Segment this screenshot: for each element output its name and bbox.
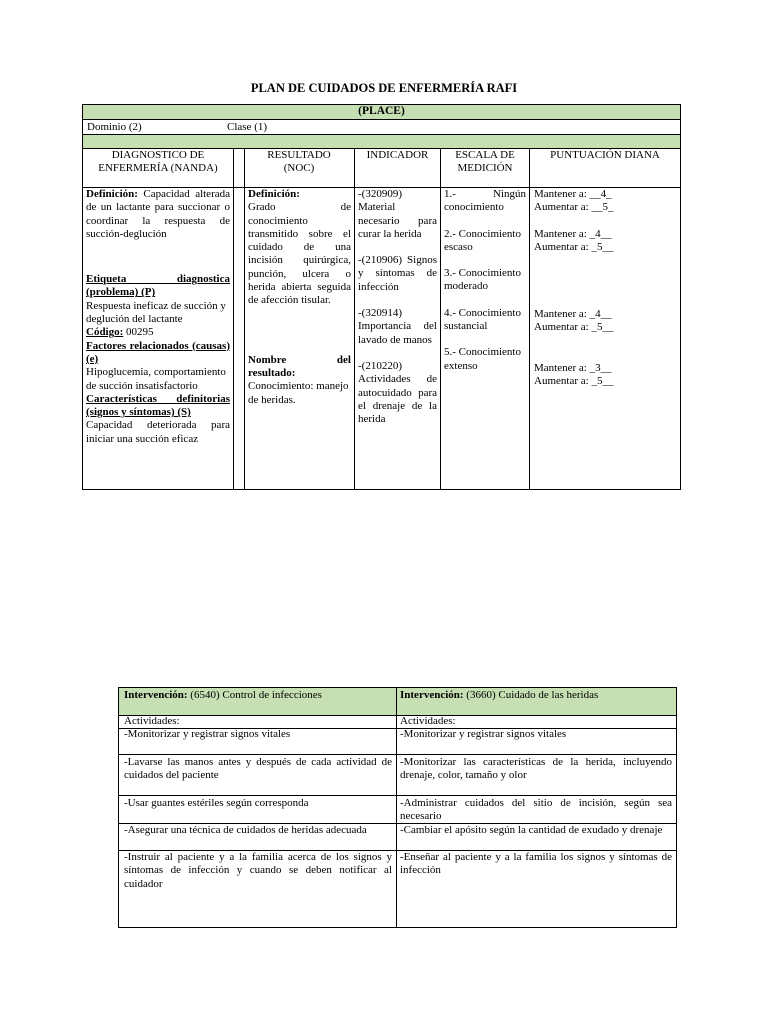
- header-escala: ESCALA DE MEDICIÓN: [455, 149, 515, 175]
- resultado-cell: [245, 187, 354, 408]
- resultado-definicion-text: Grado de conocimiento transmitido sobre el cuidado de una incisión quirúrgica, punción, ulcera o herida abierta seguida de afección tisular.: [248, 201, 351, 307]
- actividad-left: -Lavarse las manos antes y después de cada actividad de cuidados del paciente: [124, 756, 392, 782]
- escala-item: 1.- Ningún conocimiento: [444, 188, 526, 214]
- puntuacion-group: Mantener a: __4_ Aumentar a: __5_: [534, 188, 614, 214]
- puntuacion-group: Mantener a: _4__ Aumentar a: _5__: [534, 308, 614, 334]
- dominio-row: [83, 119, 680, 134]
- indicador-item: -(210906) Signos y síntomas de infección: [358, 254, 437, 293]
- etiqueta-text: Respuesta ineficaz de succión y deglución del lactante: [86, 299, 226, 326]
- actividad-left: -Usar guantes estériles según corresponda: [124, 797, 309, 809]
- escala-item: 2.- Conocimiento escaso: [444, 227, 521, 253]
- indicador-item: -(210220) Actividades de autocuidado para el drenaje de la herida: [358, 359, 437, 426]
- actividad-right: -Monitorizar y registrar signos vitales: [400, 728, 567, 740]
- actividades-label-left: Actividades:: [124, 715, 180, 727]
- col-divider: [529, 148, 530, 489]
- escala-cell: [441, 187, 529, 374]
- header-puntuacion: PUNTUACIÓN DIANA: [550, 149, 660, 161]
- nombre-resultado-text: Conocimiento: manejo de heridas.: [248, 380, 349, 406]
- escala-item: 5.- Conocimiento extenso: [444, 346, 521, 372]
- diagnostico-cell: [83, 187, 233, 447]
- row-divider: [119, 795, 676, 796]
- puntuacion-group: Mantener a: _4__ Aumentar a: _5__: [534, 228, 614, 254]
- header-resultado: RESULTADO (NOC): [267, 149, 331, 175]
- codigo: Código: 00295: [86, 326, 154, 339]
- resultado-definicion-label: Definición:: [248, 188, 300, 200]
- indicador-item: -(320914) Importancia del lavado de manos: [358, 307, 437, 346]
- interventions-table: [118, 687, 677, 928]
- col-divider: [396, 688, 397, 927]
- header-indicador: INDICADOR: [366, 149, 429, 161]
- clase-label: Clase (1): [227, 121, 268, 133]
- header-diagnostico: DIAGNOSTICO DE ENFERMERÍA (NANDA): [98, 149, 218, 175]
- place-row: (PLACE): [83, 105, 680, 119]
- actividad-right: -Enseñar al paciente y a la familia los signos y síntomas de infección: [400, 851, 672, 877]
- document-title: PLAN DE CUIDADOS DE ENFERMERÍA RAFI: [250, 81, 518, 95]
- diagnostico-definicion: Definición: Capacidad alterada de un lactante para succionar o coordinar la respuesta de succión-deglución: [86, 188, 230, 240]
- puntuacion-group: Mantener a: _3__ Aumentar a: _5__: [534, 362, 614, 388]
- dominio-label: Dominio (2): [87, 121, 142, 133]
- indicador-item: -(320909) Material necesario para curar la herida: [358, 188, 437, 240]
- factores-text: Hipoglucemia, comportamiento de succión insatisfactorio: [86, 366, 226, 392]
- nombre-resultado-label: Nombre del resultado:: [248, 353, 351, 379]
- row-divider: [119, 754, 676, 755]
- caracteristicas-label: Características definitorias (signos y síntomas) (S): [86, 392, 230, 419]
- actividad-left: -Instruir al paciente y a la familia acerca de los signos y síntomas de infección y cuando se deben notificar al cuidador: [124, 851, 392, 890]
- actividad-left: -Monitorizar y registrar signos vitales: [124, 728, 291, 740]
- actividad-right: -Administrar cuidados del sitio de incisión, según sea necesario: [400, 797, 672, 823]
- spacer-row: [83, 134, 680, 148]
- etiqueta-label: Etiqueta diagnostica (problema) (P): [86, 273, 230, 299]
- escala-item: 3.- Conocimiento moderado: [444, 267, 521, 293]
- actividad-right: -Monitorizar las características de la herida, incluyendo drenaje, color, tamaño y olor: [400, 756, 672, 782]
- escala-item: 4.- Conocimiento sustancial: [444, 306, 521, 333]
- actividad-left: -Asegurar una técnica de cuidados de heridas adecuada: [124, 824, 367, 836]
- intervencion-right: Intervención: (3660) Cuidado de las heridas: [400, 689, 599, 701]
- col-divider: [233, 148, 234, 489]
- care-plan-table: [82, 104, 681, 490]
- intervencion-left: Intervención: (6540) Control de infecciones: [124, 689, 322, 701]
- caracteristicas-text: Capacidad deteriorada para iniciar una succión eficaz: [86, 419, 230, 445]
- actividades-label-right: Actividades:: [400, 715, 456, 727]
- factores-label: Factores relacionados (causas) (e): [86, 339, 230, 365]
- indicador-cell: [355, 187, 440, 427]
- actividad-right: -Cambiar el apósito según la cantidad de exudado y drenaje: [400, 824, 663, 836]
